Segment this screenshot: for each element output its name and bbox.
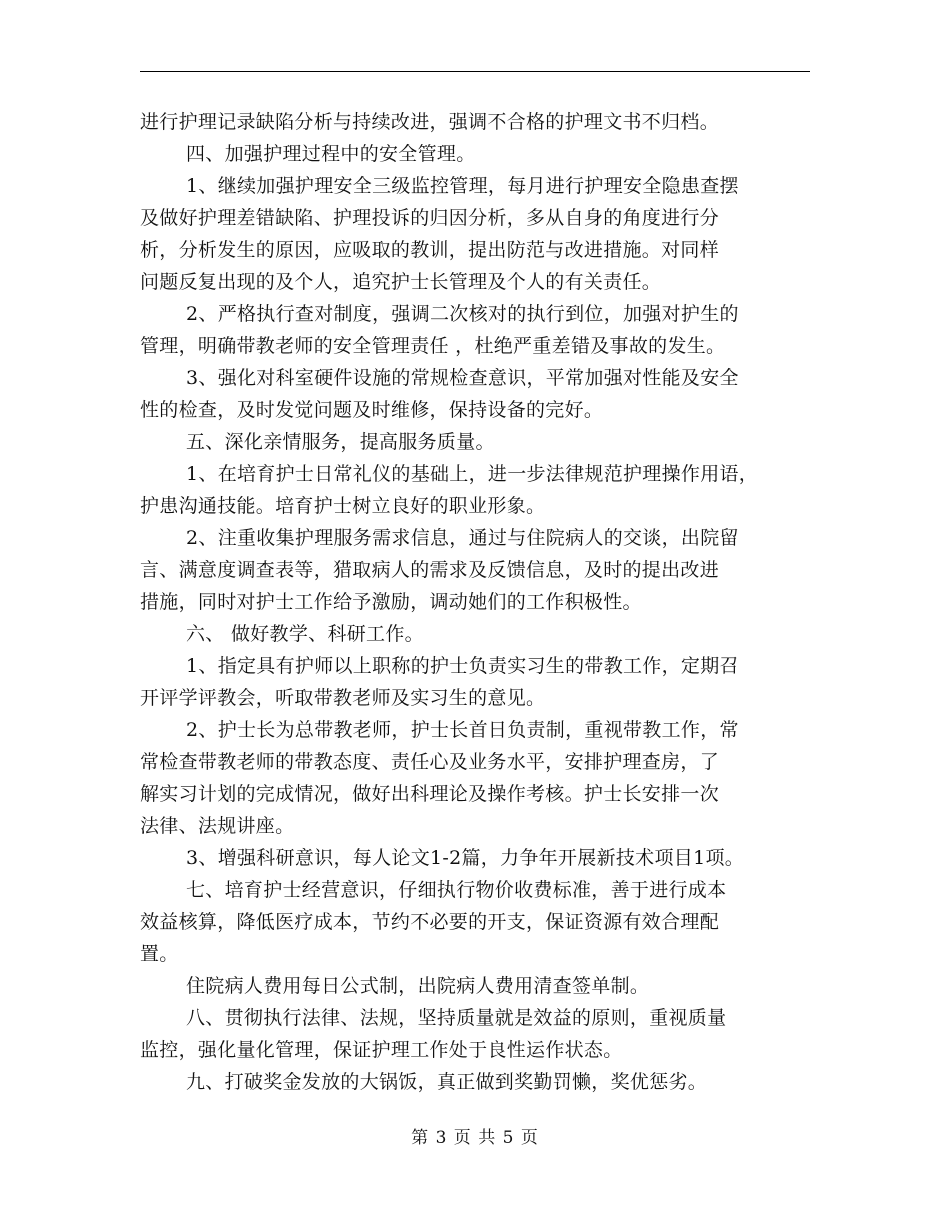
text-line: 法律、法规讲座。 bbox=[140, 815, 295, 837]
text-line: 1、继续加强护理安全三级监控管理，每月进行护理安全隐患查摆 bbox=[186, 175, 739, 197]
text-line: 住院病人费用每日公式制，出院病人费用清查签单制。 bbox=[186, 975, 650, 997]
text-line: 七、培育护士经营意识，仔细执行物价收费标准，善于进行成本 bbox=[186, 879, 727, 901]
text-line: 3、增强科研意识，每人论文1-2篇，力争年开展新技术项目1项。 bbox=[186, 847, 745, 869]
text-line: 问题反复出现的及个人，追究护士长管理及个人的有关责任。 bbox=[140, 271, 662, 293]
text-line: 2、严格执行查对制度，强调二次核对的执行到位，加强对护生的 bbox=[186, 303, 739, 325]
page-footer: 第 3 页 共 5 页 bbox=[411, 1128, 539, 1148]
text-line: 言、满意度调查表等，猎取病人的需求及反馈信息，及时的提出改进 bbox=[140, 559, 720, 581]
text-line: 六、 做好教学、科研工作。 bbox=[186, 623, 424, 645]
text-line: 八、贯彻执行法律、法规，坚持质量就是效益的原则，重视质量 bbox=[186, 1007, 727, 1029]
text-line: 析，分析发生的原因，应吸取的教训，提出防范与改进措施。对同样 bbox=[140, 239, 720, 261]
text-line: 3、强化对科室硬件设施的常规检查意识，平常加强对性能及安全 bbox=[186, 367, 739, 389]
header-rule bbox=[140, 71, 810, 72]
text-line: 2、注重收集护理服务需求信息，通过与住院病人的交谈，出院留 bbox=[186, 527, 739, 549]
text-line: 常检查带教老师的带教态度、责任心及业务水平，安排护理查房，了 bbox=[140, 751, 720, 773]
text-line: 开评学评教会，听取带教老师及实习生的意见。 bbox=[140, 687, 546, 709]
text-line: 管理，明确带教老师的安全管理责任 ，杜绝严重差错及事故的发生。 bbox=[140, 335, 726, 357]
text-line: 监控，强化量化管理，保证护理工作处于良性运作状态。 bbox=[140, 1039, 623, 1061]
body-text bbox=[140, 106, 820, 1098]
text-line: 2、护士长为总带教老师，护士长首日负责制，重视带教工作，常 bbox=[186, 719, 739, 741]
text-line: 1、在培育护士日常礼仪的基础上，进一步法律规范护理操作用语， bbox=[186, 463, 759, 485]
text-line: 置。 bbox=[140, 943, 179, 965]
text-line: 解实习计划的完成情况，做好出科理论及操作考核。护士长安排一次 bbox=[140, 783, 720, 805]
text-line: 护患沟通技能。培育护士树立良好的职业形象。 bbox=[140, 495, 546, 517]
text-line: 四、加强护理过程中的安全管理。 bbox=[186, 143, 476, 165]
text-line: 及做好护理差错缺陷、护理投诉的归因分析，多从自身的角度进行分 bbox=[140, 207, 720, 229]
text-line: 进行护理记录缺陷分析与持续改进，强调不合格的护理文书不归档。 bbox=[140, 111, 720, 133]
text-line: 1、指定具有护师以上职称的护士负责实习生的带教工作，定期召 bbox=[186, 655, 739, 677]
text-line: 九、打破奖金发放的大锅饭，真正做到奖勤罚懒，奖优惩劣。 bbox=[186, 1071, 708, 1093]
text-line: 性的检查，及时发觉问题及时维修，保持设备的完好。 bbox=[140, 399, 604, 421]
text-line: 措施，同时对护士工作给予激励，调动她们的工作积极性。 bbox=[140, 591, 642, 613]
text-line: 效益核算，降低医疗成本，节约不必要的开支，保证资源有效合理配 bbox=[140, 911, 720, 933]
text-line: 五、深化亲情服务，提高服务质量。 bbox=[186, 431, 495, 453]
